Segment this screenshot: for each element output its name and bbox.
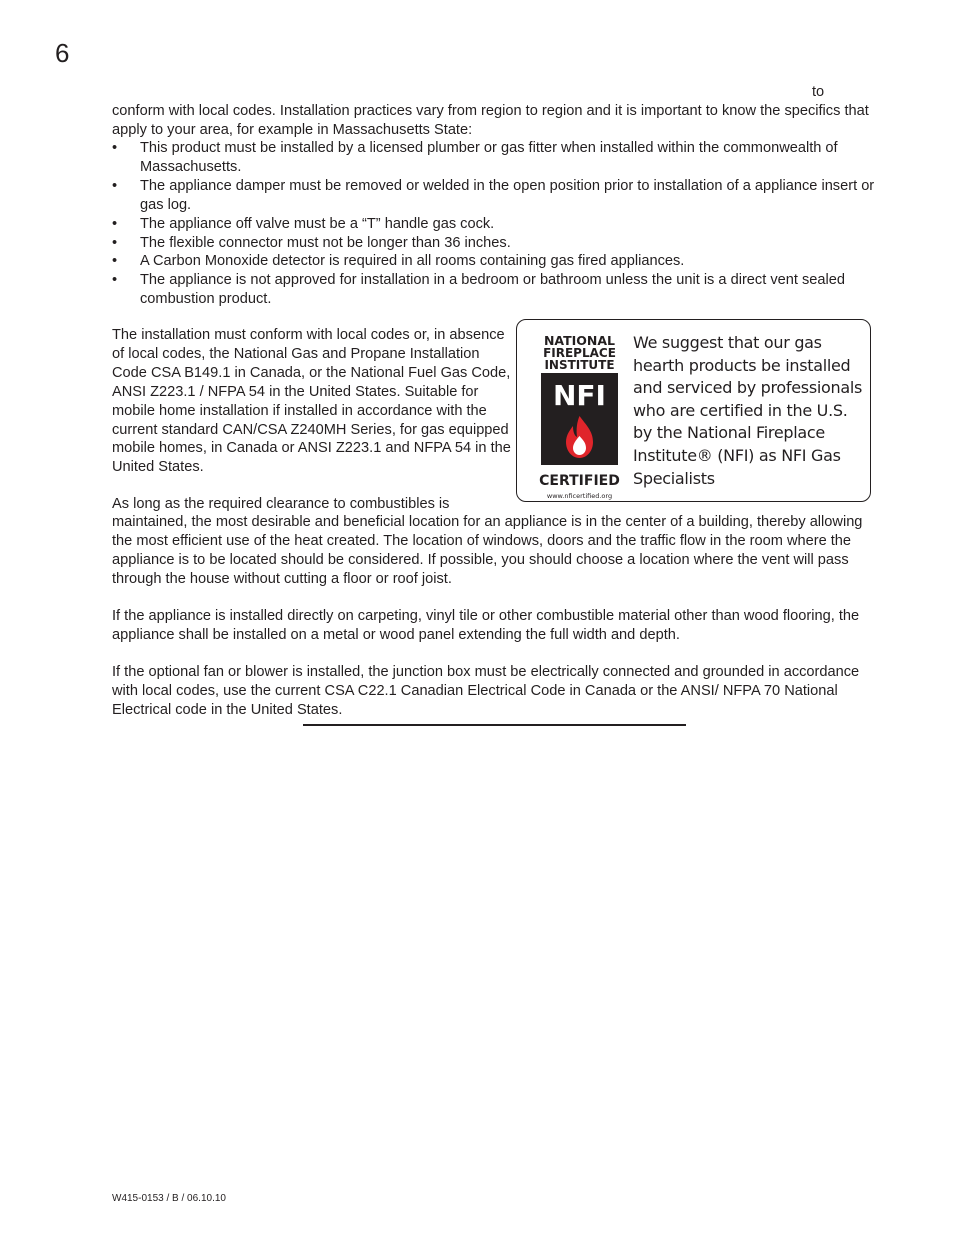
- clearance-paragraph: maintained, the most desirable and beneficial location for an appliance is in the center of a building, thereby allowing the most efficient use of the heat created. The location of windows, doors and the traffic flow in the room where the appliance is to be located should be considered. If possible, you should choose a location where the vent will pass through the house without cutting a floor or roof joist.: [112, 514, 863, 587]
- document-code-footer: W415-0153 / B / 06.10.10: [112, 1193, 226, 1204]
- list-item-text: The appliance off valve must be a “T” handle gas cock.: [140, 215, 495, 232]
- installation-codes-paragraph: The installation must conform with local codes or, in absence of local codes, the National Gas and Propane Installation Code CSA B149.1 in Canada, or the National Fuel Gas Code, ANSI Z223.1 / NFPA 54 in the United States. Suitable for mobile home installation if installed in accordance with the current standard CAN/CSA Z240MH Series, for gas equipped mobile homes, in Canada or ANSI Z223.1 and NFPA 54 in the United States.: [112, 327, 511, 476]
- list-item-text: This product must be installed by a licensed plumber or gas fitter when installed within the commonwealth of Massachusetts.: [140, 140, 838, 175]
- list-item-text: A Carbon Monoxide detector is required in all rooms containing gas fired appliances.: [140, 253, 685, 270]
- logo-line-fireplace: FIREPLACE: [543, 346, 616, 360]
- bullet-glyph: •: [112, 272, 118, 289]
- massachusetts-requirements-list: [112, 139, 882, 309]
- list-item: [112, 271, 882, 309]
- section-divider: [303, 724, 686, 726]
- list-item: [112, 177, 882, 215]
- list-item: [112, 234, 882, 253]
- logo-url: www.nficertified.org: [546, 492, 613, 500]
- carpeting-paragraph: If the appliance is installed directly on carpeting, vinyl tile or other combustible material other than wood flooring, the appliance shall be installed on a metal or wood panel extending the full width and depth.: [112, 608, 860, 643]
- list-item-text: The appliance is not approved for installation in a bedroom or bathroom unless the unit is a direct vent sealed combustion product.: [140, 272, 845, 308]
- list-item: [112, 139, 882, 177]
- intro-paragraph: conform with local codes. Installation practices vary from region to region and it is important to know the specifics that apply to your area, for example in Massachusetts State:: [112, 103, 869, 138]
- nfi-certification-box: [516, 319, 871, 502]
- logo-certified-label: CERTIFIED: [539, 473, 620, 489]
- list-item-text: The flexible connector must not be longer than 36 inches.: [140, 234, 511, 251]
- list-item-text: The appliance damper must be removed or welded in the open position prior to installation of a appliance insert or gas log.: [140, 177, 875, 213]
- intro-to-word: to: [812, 84, 825, 100]
- bullet-glyph: •: [112, 215, 118, 232]
- nfi-certified-logo: [537, 332, 622, 502]
- nfi-recommendation-text: We suggest that our gas hearth products be installed and serviced by professionals who are certified in the U.S. by the National Fireplace Institute® (NFI) as NFI Gas Specialists: [633, 333, 863, 488]
- fan-blower-paragraph: If the optional fan or blower is installed, the junction box must be electrically connected and grounded in accordance with local codes, use the current CSA C22.1 Canadian Electrical Code in Canada or the ANSI/ NFPA 70 National Electrical code in the United States.: [112, 664, 860, 718]
- logo-line-national: NATIONAL: [543, 333, 616, 348]
- logo-nfi-mark: NFI: [553, 379, 606, 412]
- clearance-paragraph-first-line: As long as the required clearance to combustibles is: [112, 496, 450, 512]
- bullet-glyph: •: [112, 253, 118, 270]
- list-item: [112, 215, 882, 234]
- bullet-glyph: •: [112, 234, 118, 251]
- logo-line-institute: INSTITUTE: [544, 358, 615, 372]
- list-item: [112, 252, 882, 271]
- bullet-glyph: •: [112, 140, 118, 156]
- bullet-glyph: •: [112, 177, 118, 194]
- page-number: 6: [55, 38, 70, 68]
